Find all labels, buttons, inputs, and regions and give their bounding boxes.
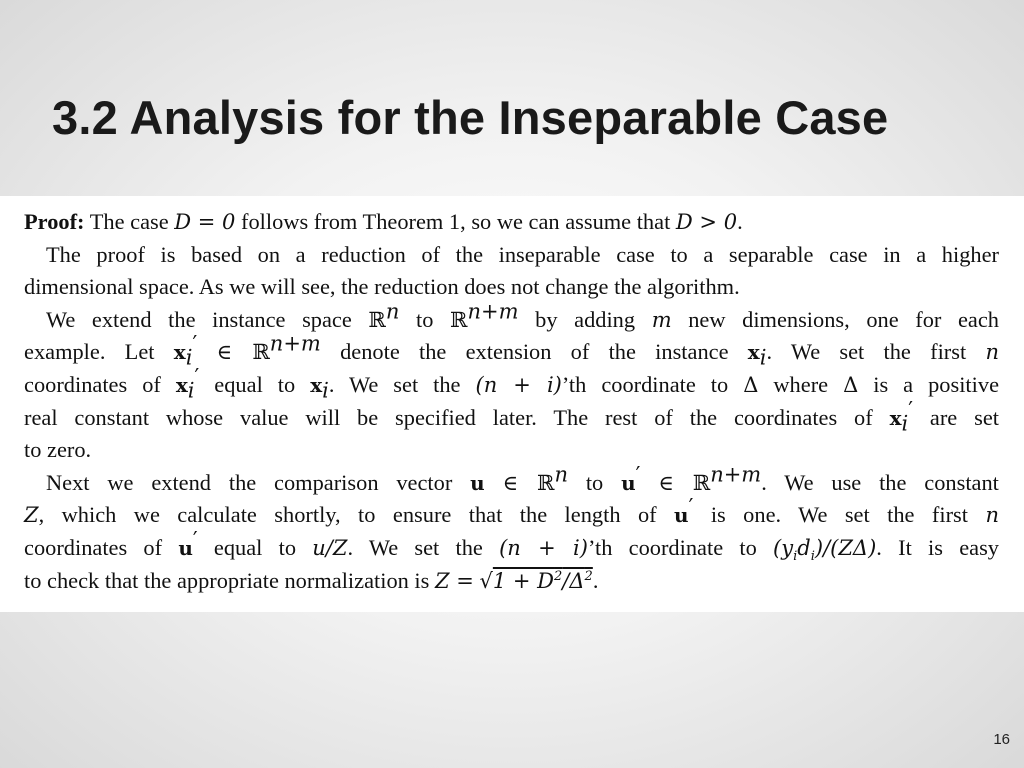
math-expr: D = 0 — [174, 210, 236, 234]
math-expr: D > 0 — [675, 210, 738, 234]
math-expr: u — [674, 503, 689, 528]
math-expr: ℝ — [450, 307, 468, 332]
page-number: 16 — [993, 731, 1010, 748]
text: to — [585, 469, 604, 495]
text: . We set the first — [766, 339, 967, 365]
proof-line-12 — [24, 565, 999, 598]
math-sub: i — [322, 378, 329, 403]
text: . We use the constant — [761, 469, 999, 495]
math-sup: n — [554, 462, 568, 487]
proof-label: Proof: — [24, 209, 85, 234]
math-sup: 2 — [554, 568, 563, 584]
math-part: (y — [773, 535, 794, 560]
text: . We set the — [347, 534, 483, 560]
math-sub: i — [901, 411, 909, 436]
text: to — [416, 306, 434, 332]
math-sup: n — [385, 299, 400, 324]
text: . — [592, 567, 599, 593]
math-sup: ′ — [192, 331, 198, 356]
proof-line-9 — [24, 462, 999, 500]
text: is a positive — [873, 371, 1000, 397]
math-expr: n — [985, 503, 999, 528]
text: We extend the instance space — [46, 306, 352, 332]
math-part: d — [797, 535, 811, 560]
math-expr: x — [175, 372, 188, 397]
sqrt-sign: √ — [479, 568, 493, 593]
math-part: 1 + D — [492, 568, 555, 593]
math-expr: m — [651, 307, 672, 332]
math-sub: i — [759, 345, 767, 370]
math-expr: ℝ — [368, 307, 386, 332]
math-expr: (n + i) — [475, 372, 562, 397]
proof-excerpt — [0, 196, 1024, 612]
math-expr: u — [470, 470, 485, 495]
text: . We set the — [328, 371, 461, 397]
text: coordinates of — [24, 371, 161, 397]
math-sub: i — [793, 549, 798, 565]
slide-title: 3.2 Analysis for the Inseparable Case — [52, 91, 889, 144]
math-expr: u/Z — [312, 535, 348, 560]
math-sup: ′ — [908, 397, 914, 422]
math-expr: ∈ ℝ — [216, 340, 270, 365]
proof-line-2: The proof is based on a reduction of the inseparable case to a separable case in a higher — [46, 241, 999, 267]
text: equal to — [213, 534, 297, 560]
math-sup: 2 — [584, 568, 593, 584]
math-sup: ′ — [194, 364, 200, 389]
text: ’th coordinate to — [561, 371, 729, 397]
proof-line-11 — [24, 527, 999, 565]
proof-line-5 — [24, 331, 999, 370]
math-expr: (n + i) — [499, 535, 588, 560]
proof-line-1 — [24, 206, 999, 239]
proof-line-8: to zero. — [24, 437, 92, 463]
math-sub: i — [810, 549, 815, 565]
text: . It is easy — [876, 534, 999, 560]
math-expr: Z = — [434, 568, 474, 593]
text: Next we extend the comparison vector — [46, 469, 453, 495]
proof-line-6 — [24, 364, 1000, 403]
math-expr: ∈ ℝ — [502, 470, 555, 495]
proof-line-7 — [24, 397, 999, 436]
text: new dimensions, one for each — [688, 306, 999, 332]
text: coordinates of — [24, 534, 163, 560]
text: example. Let — [24, 339, 155, 365]
math-expr: x — [173, 340, 186, 365]
math-part: )/(ZΔ) — [814, 535, 877, 560]
text: denote the extension of the instance — [340, 339, 729, 365]
text: where — [773, 371, 829, 397]
proof-line-10 — [24, 494, 999, 532]
math-expr: x — [889, 405, 902, 430]
math-sub: i — [185, 345, 193, 370]
math-expr: ∈ ℝ — [658, 470, 711, 495]
math-expr: x — [310, 372, 323, 397]
math-sup: n+m — [710, 462, 762, 487]
proof-text — [24, 206, 999, 597]
math-sup: ′ — [192, 527, 198, 552]
text: is one. We set the first — [710, 502, 968, 528]
math-sup: ′ — [635, 462, 641, 487]
sqrt-radicand — [493, 569, 593, 593]
math-expr: x — [747, 340, 760, 365]
math-sup: n+m — [467, 299, 519, 324]
math-sup: ′ — [688, 494, 694, 519]
text: equal to — [214, 371, 296, 397]
text: The case — [89, 209, 169, 234]
proof-line-4 — [24, 299, 999, 337]
math-expr: n — [985, 340, 999, 365]
math-expr: Δ — [743, 372, 759, 397]
text: are set — [929, 404, 999, 430]
math-expr: u — [621, 470, 636, 495]
math-sup: n+m — [269, 331, 321, 356]
text: to check that the appropriate normalization is — [24, 567, 430, 593]
math-part: /Δ — [562, 568, 585, 593]
math-sub: i — [187, 378, 195, 403]
text: real constant whose value will be specified later. The rest of the coordinates of — [24, 404, 873, 430]
math-expr: Z — [24, 503, 39, 528]
text: by adding — [535, 306, 636, 332]
text: follows from Theorem 1, so we can assume that — [241, 209, 671, 234]
math-expr — [773, 535, 877, 565]
text: ’th coordinate to — [587, 534, 757, 560]
math-expr: u — [178, 535, 193, 560]
proof-line-3: dimensional space. As we will see, the reduction does not change the algorithm. — [24, 274, 740, 300]
text: , which we calculate shortly, to ensure that the length of — [38, 502, 657, 528]
math-expr: Δ — [843, 372, 859, 397]
text: . — [737, 209, 743, 234]
